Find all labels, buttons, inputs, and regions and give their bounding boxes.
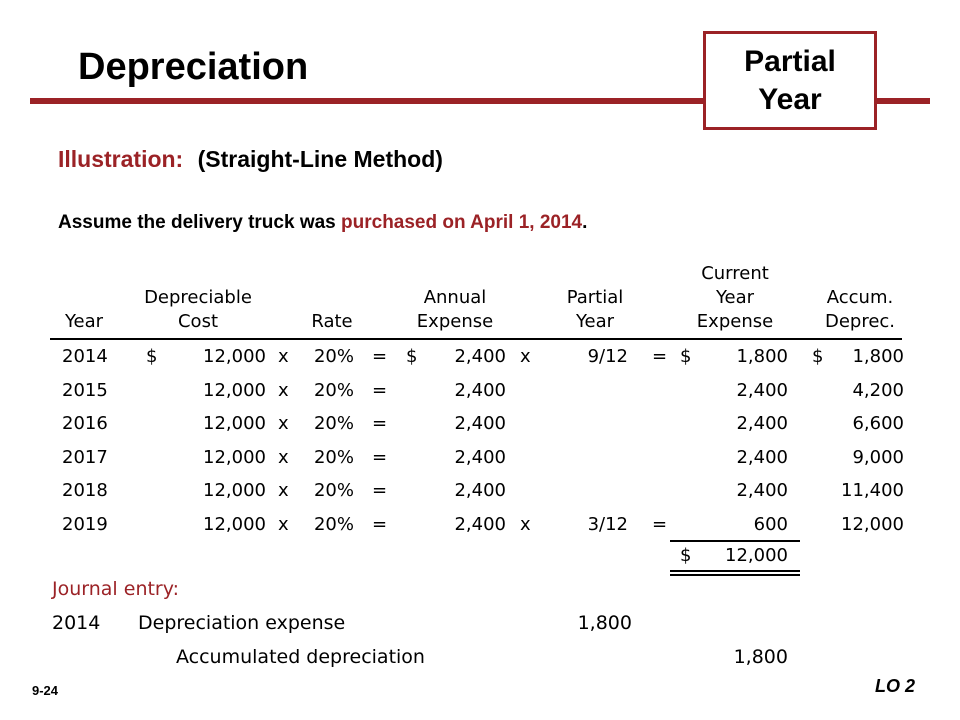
row-1-accum-sign: $ — [812, 346, 824, 367]
header-rule — [50, 338, 902, 340]
row-4-eq1: = — [372, 446, 388, 468]
row-1-current-sign: $ — [680, 346, 692, 367]
learning-objective: LO 2 — [875, 676, 916, 696]
header-partial-line-1: Partial — [566, 287, 624, 308]
row-4-x1: x — [278, 446, 289, 468]
page-title: Depreciation — [78, 46, 309, 88]
row-5-year: 2018 — [62, 480, 108, 502]
row-3-year: 2016 — [62, 413, 108, 435]
row-3-cost: 12,000 — [203, 413, 266, 435]
row-5-annual: 2,400 — [454, 480, 506, 502]
row-2-rate: 20% — [313, 379, 354, 401]
row-3-annual: 2,400 — [454, 413, 506, 435]
slide-number: 9-24 — [32, 683, 59, 698]
row-1-annual-sign: $ — [406, 346, 418, 367]
row-2-accum: 4,200 — [852, 379, 904, 401]
journal-credit-account: Accumulated depreciation — [176, 646, 425, 668]
row-3-rate: 20% — [313, 413, 354, 435]
row-1-x1: x — [278, 346, 289, 367]
row-6-current: 600 — [753, 514, 788, 535]
header-accum-line-2: Deprec. — [824, 311, 896, 332]
journal-debit-amount: 1,800 — [577, 612, 632, 634]
total-sign: $ — [680, 545, 692, 566]
row-1-rate: 20% — [313, 346, 354, 367]
assumption-text — [58, 212, 587, 234]
header-cost-line-2: Cost — [177, 311, 219, 332]
row-6-accum: 12,000 — [841, 514, 904, 535]
row-5-rate: 20% — [313, 480, 354, 502]
row-5-cost: 12,000 — [203, 480, 266, 502]
row-2-annual: 2,400 — [454, 379, 506, 401]
row-4-cost: 12,000 — [203, 446, 266, 468]
illustration-label: Illustration: — [58, 146, 184, 172]
row-4-current: 2,400 — [736, 446, 788, 468]
total-rule-double-1 — [670, 570, 800, 572]
row-1-accum: 1,800 — [852, 346, 904, 367]
row-6-x1: x — [278, 514, 289, 535]
row-5-eq1: = — [372, 480, 388, 502]
total-rule-top — [670, 540, 800, 542]
badge-line-2: Year — [758, 82, 822, 116]
row-3-x1: x — [278, 413, 289, 435]
row-6-eq1: = — [372, 514, 388, 535]
row-6-year: 2019 — [62, 514, 108, 535]
row-3-eq1: = — [372, 413, 388, 435]
header-current-line-1: Current — [701, 263, 769, 284]
row-1-annual: 2,400 — [454, 346, 506, 367]
header-accum-line-1: Accum. — [826, 287, 894, 308]
assumption-highlight: purchased on April 1, 2014 — [341, 212, 583, 233]
illustration-method: (Straight-Line Method) — [197, 146, 443, 172]
row-6-eq2: = — [652, 514, 668, 535]
row-2-eq1: = — [372, 379, 388, 401]
row-4-accum: 9,000 — [852, 446, 904, 468]
row-2-x1: x — [278, 379, 289, 401]
row-3-accum: 6,600 — [852, 413, 904, 435]
row-2-year: 2015 — [62, 379, 108, 401]
header-annual-line-2: Expense — [416, 311, 494, 332]
assumption-prefix: Assume the delivery truck was — [58, 212, 342, 233]
row-1-current: 1,800 — [736, 346, 788, 367]
row-1-x2: x — [520, 346, 531, 367]
header-current-line-3: Expense — [696, 311, 774, 332]
row-1-year: 2014 — [62, 346, 108, 367]
illustration-heading — [58, 146, 443, 173]
row-5-accum: 11,400 — [841, 480, 904, 502]
badge-line-1: Partial — [744, 44, 836, 78]
journal-credit-amount: 1,800 — [733, 646, 788, 668]
row-4-year: 2017 — [62, 446, 108, 468]
assumption-suffix: . — [582, 212, 588, 233]
row-1-eq2: = — [652, 346, 668, 367]
journal-debit-account: Depreciation expense — [138, 612, 346, 634]
partial-year-badge — [703, 31, 877, 130]
header-partial-line-2: Year — [575, 311, 615, 332]
header-current-line-2: Year — [715, 287, 755, 308]
header-rate-line-1: Rate — [311, 311, 353, 332]
header-annual-line-1: Annual — [423, 287, 487, 308]
row-5-x1: x — [278, 480, 289, 502]
row-2-cost: 12,000 — [203, 379, 266, 401]
row-1-cost-sign: $ — [146, 346, 158, 367]
row-1-eq1: = — [372, 346, 388, 367]
total-rule-double-2 — [670, 574, 800, 576]
row-5-current: 2,400 — [736, 480, 788, 502]
row-1-partial: 9/12 — [587, 346, 628, 367]
row-6-partial: 3/12 — [587, 514, 628, 535]
journal-year: 2014 — [52, 612, 101, 634]
row-6-x2: x — [520, 514, 531, 535]
header-year-line-1: Year — [64, 311, 104, 332]
journal-title: Journal entry: — [52, 578, 180, 600]
row-1-cost: 12,000 — [203, 346, 266, 367]
header-cost-line-1: Depreciable — [144, 287, 252, 308]
row-2-current: 2,400 — [736, 379, 788, 401]
row-3-current: 2,400 — [736, 413, 788, 435]
row-4-rate: 20% — [313, 446, 354, 468]
row-6-rate: 20% — [313, 514, 354, 535]
row-6-annual: 2,400 — [454, 514, 506, 535]
row-6-cost: 12,000 — [203, 514, 266, 535]
row-4-annual: 2,400 — [454, 446, 506, 468]
total-value: 12,000 — [725, 545, 788, 566]
